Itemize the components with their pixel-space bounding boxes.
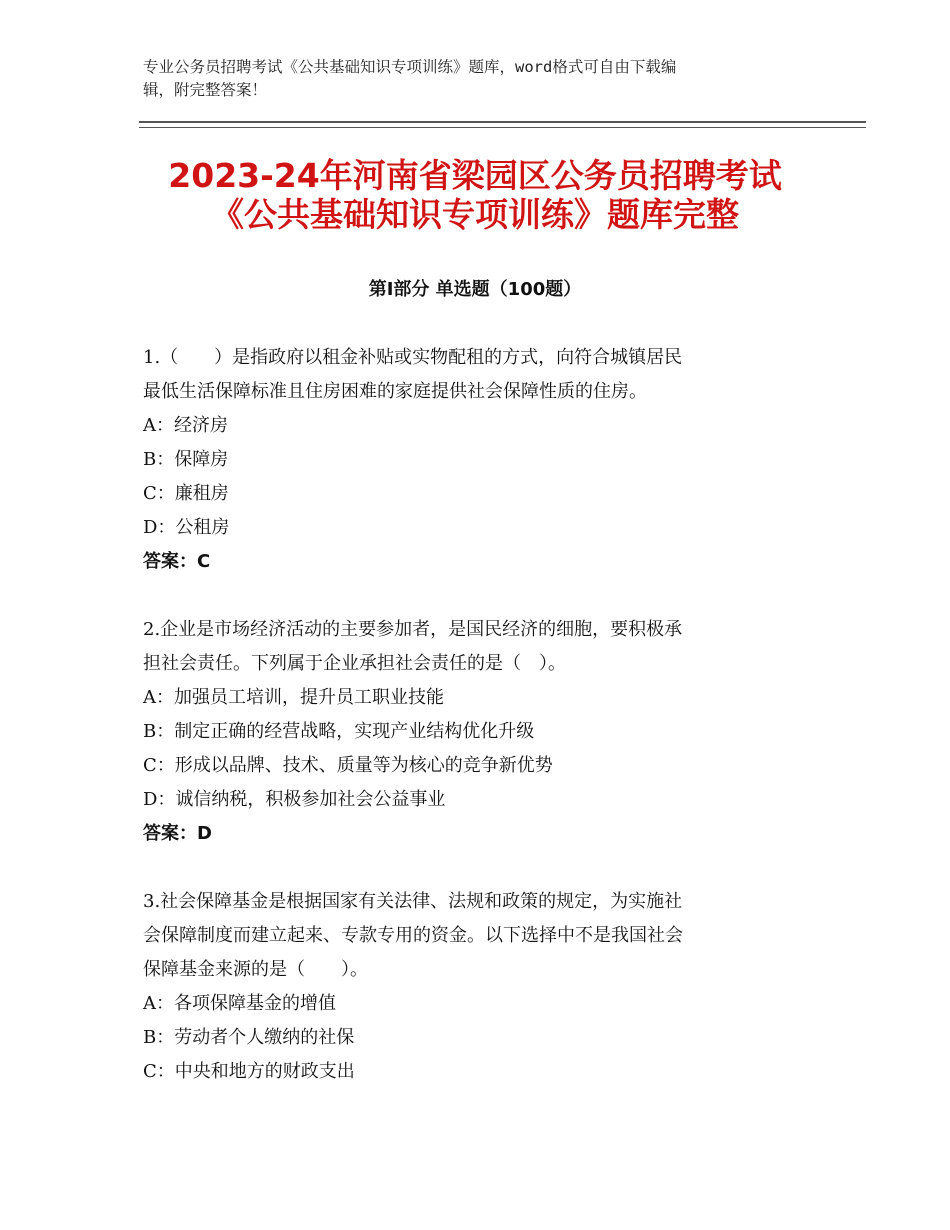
option-b: B：保障房 <box>143 449 229 470</box>
option-a: A：加强员工培训，提升员工职业技能 <box>143 687 444 708</box>
question-stem: 3.社会保障基金是根据国家有关法律、法规和政策的规定，为实施社 <box>143 891 683 912</box>
question-1 <box>143 341 813 579</box>
title-line: 《公共基础知识专项训练》题库完整 <box>211 195 739 234</box>
option-d: D：公租房 <box>143 517 230 538</box>
question-stem: 2.企业是市场经济活动的主要参加者，是国民经济的细胞，要积极承 <box>143 619 683 640</box>
option-d: D：诚信纳税，积极参加社会公益事业 <box>143 789 446 810</box>
header-divider <box>139 121 866 128</box>
option-a: A：经济房 <box>143 415 228 436</box>
question-2 <box>143 613 813 851</box>
header-note-line: 专业公务员招聘考试《公共基础知识专项训练》题库，word格式可自由下载编 <box>143 58 677 76</box>
document-title <box>60 156 890 234</box>
option-c: C：形成以品牌、技术、质量等为核心的竞争新优势 <box>143 755 553 776</box>
option-a: A：各项保障基金的增值 <box>143 993 336 1014</box>
question-3 <box>143 885 813 1089</box>
answer: 答案：C <box>143 551 211 572</box>
question-stem: 1.（ ）是指政府以租金补贴或实物配租的方式，向符合城镇居民 <box>143 347 683 368</box>
option-c: C：廉租房 <box>143 483 229 504</box>
title-line: 2023-24年河南省梁园区公务员招聘考试 <box>168 156 782 195</box>
section-title: 第Ⅰ部分 单选题（100题） <box>368 279 582 300</box>
option-c: C：中央和地方的财政支出 <box>143 1061 355 1082</box>
question-stem: 担社会责任。下列属于企业承担社会责任的是（ ）。 <box>143 653 566 674</box>
option-b: B：劳动者个人缴纳的社保 <box>143 1027 355 1048</box>
header-note <box>143 56 803 102</box>
question-stem: 会保障制度而建立起来、专款专用的资金。以下选择中不是我国社会 <box>143 925 683 946</box>
header-note-line: 辑，附完整答案！ <box>143 81 268 99</box>
option-b: B：制定正确的经营战略，实现产业结构优化升级 <box>143 721 535 742</box>
answer: 答案：D <box>143 823 212 844</box>
question-stem: 最低生活保障标准且住房困难的家庭提供社会保障性质的住房。 <box>143 381 647 402</box>
question-stem: 保障基金来源的是（ ）。 <box>143 959 368 980</box>
